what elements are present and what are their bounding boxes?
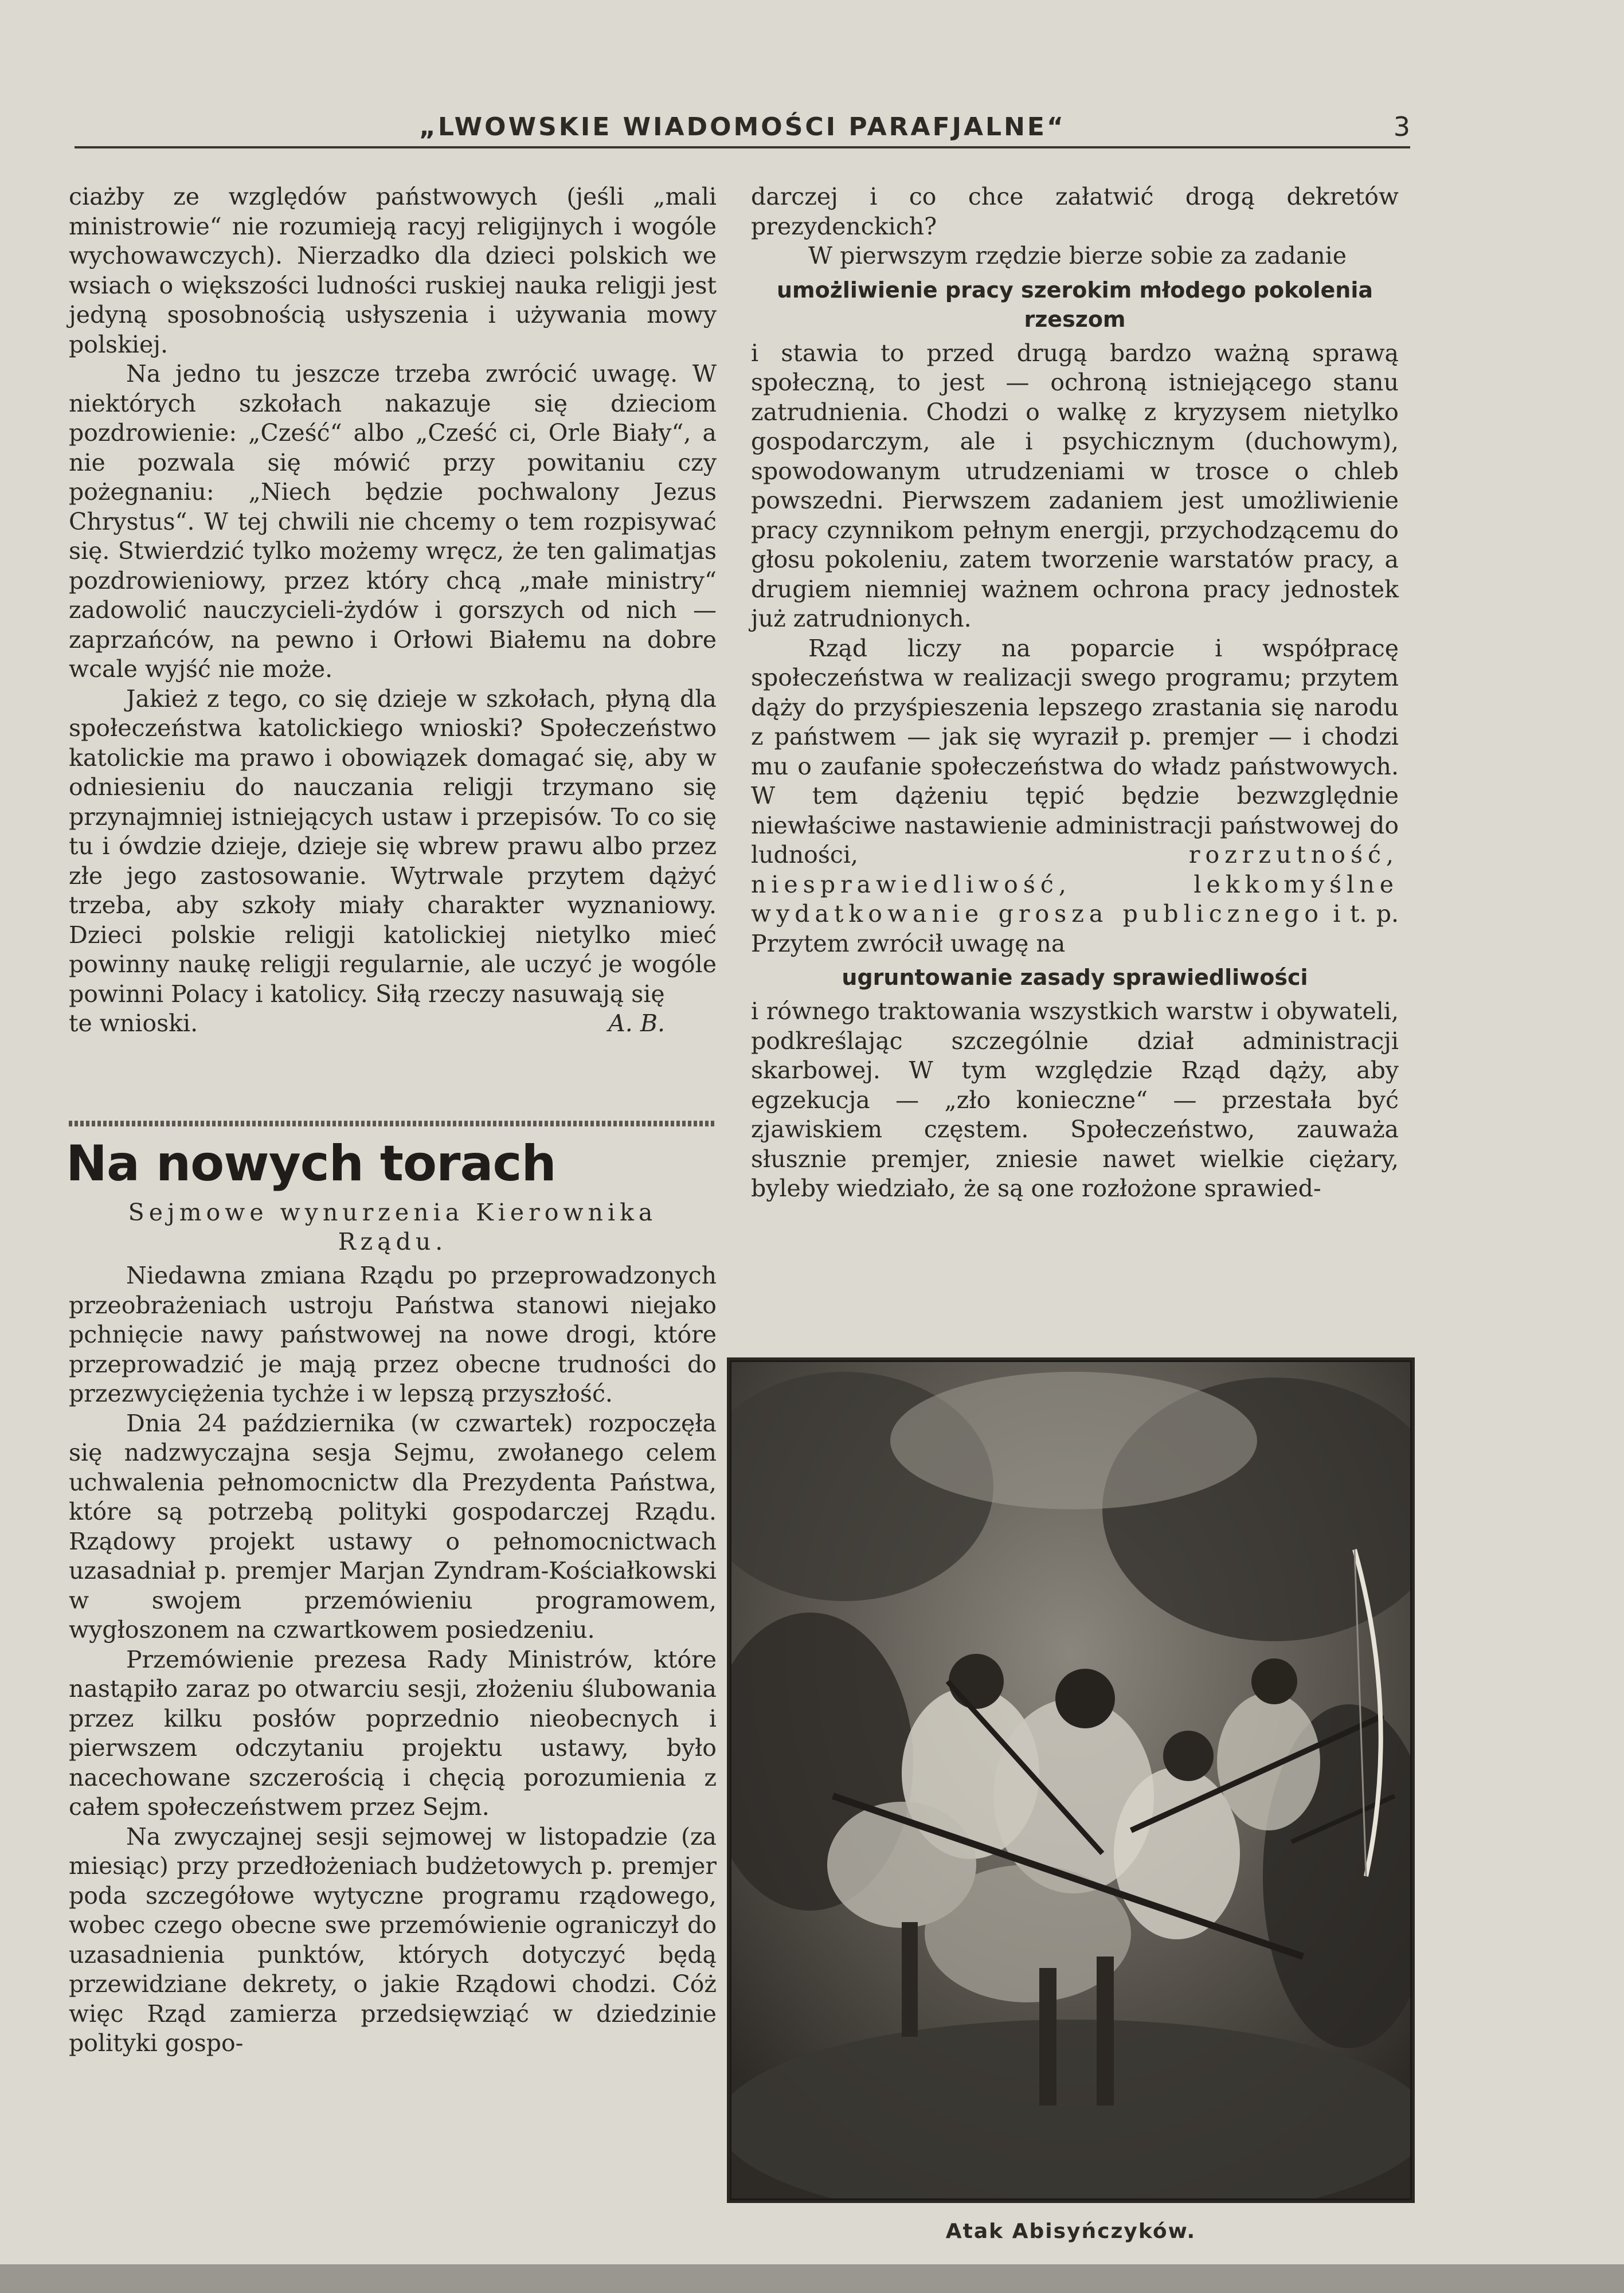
paragraph: Dnia 24 października (w czwartek) rozpoczęła się nadzwyczajna sesja Sejmu, zwołanego celem uchwalenia pełnomocnictw dla Prezydenta Państwa, które są potrzebą polityki gospodarczej Rządu. Rządowy projekt ustawy o pełnomocnictwach uzasadniał p. premjer Marjan Zyndram-Kościałkowski w swojem przemówieniu programowem, wygłoszonem na czwartkowem posiedzeniu. bbox=[69, 1409, 717, 1644]
spaced-emphasis: rozrzutność, niesprawiedliwość, lekkomyślne wydatkowanie grosza publicznego bbox=[751, 841, 1399, 928]
ornamental-divider bbox=[69, 1121, 717, 1126]
page-bottom-edge bbox=[0, 2264, 1624, 2293]
section-heading: umożliwienie pracy szerokim młodego pokolenia rzeszom bbox=[777, 277, 1373, 332]
paragraph bbox=[751, 634, 1399, 959]
photo-caption: Atak Abisyńczyków. bbox=[945, 2220, 1196, 2243]
page-number: 3 bbox=[1393, 111, 1410, 142]
paragraph: Niedawna zmiana Rządu po przeprowadzonych przeobrażeniach ustroju Państwa stanowi niejako pchnięcie nawy państwowej na nowe drogi, które przeprowadzić je mają przez obecne trudności do przezwyciężenia tychże i w lepszą przyszłość. bbox=[69, 1262, 717, 1407]
section-heading: ugruntowanie zasady sprawiedliwości bbox=[842, 965, 1308, 990]
closing-text: te wnioski. bbox=[69, 1009, 198, 1037]
right-column bbox=[751, 182, 1399, 1204]
photo-illustration bbox=[730, 1360, 1412, 2200]
paragraph: Na zwyczajnej sesji sejmowej w listopadzie (za miesiąc) przy przedłożeniach budżetowych p. premjer poda szczegółowe wytyczne programu rządowego, wobec czego obecne swe przemówienie ograniczył do uzasadnienia punktów, których dotyczyć będą przewidziane dekrety, o jakie Rządowi chodzi. Cóż więc Rząd zamierza przedsięwziąć w dziedzinie polityki gospo- bbox=[69, 1822, 717, 2057]
paragraph: Na jedno tu jeszcze trzeba zwrócić uwagę. W niektórych szkołach nakazuje się dzieciom pozdrowienie: „Cześć“ albo „Cześć ci, Orle Biały“, a nie pozwala się mówić przy powitaniu czy pożegnaniu: „Niech będzie pochwalony Jezus Chrystus“. W tej chwili nie chcemy o tem rozpisywać się. Stwierdzić tylko możemy wręcz, że ten galimatjas pozdrowieniowy, przez który chcą „małe ministry“ zadowolić nauczycieli-żydów i gorszych od nich — zaprzańców, na pewno i Orłowi Białemu na dobre wcale wyjść nie może. bbox=[69, 360, 717, 683]
running-title: „LWOWSKIE WIADOMOŚCI PARAFJALNE“ bbox=[419, 112, 1066, 142]
left-column-previous-article bbox=[69, 182, 717, 1039]
signature-line bbox=[69, 1009, 717, 1039]
article-title: Na nowych torach bbox=[66, 1135, 556, 1192]
photograph bbox=[727, 1357, 1415, 2203]
author-signature: A. B. bbox=[608, 1009, 665, 1037]
paragraph-text: Rząd liczy na poparcie i współpracę społeczeństwa w realizacji swego programu; przytem dąży do przyśpieszenia lepszego zrastania się narodu z państwem — jak się wyraził p. premjer — i chodzi mu o zaufanie społeczeństwa do władz państwowych. W tem dążeniu tępić będzie bezwzględnie niewłaściwe nastawienie administracji państwowej do ludności, bbox=[751, 634, 1399, 868]
running-header bbox=[75, 109, 1410, 149]
paragraph-text: i t. p. Przytem zwrócił uwagę na bbox=[751, 900, 1399, 957]
paragraph: darczej i co chce załatwić drogą dekretów prezydenckich? bbox=[751, 183, 1399, 240]
paragraph: ciażby ze względów państwowych (jeśli „mali ministrowie“ nie rozumieją racyj religijnych i wogóle wychowawczych). Nierzadko dla dzieci polskich we wsiach o większości ludności ruskiej nauka religji jest jedyną sposobnością usłyszenia i używania mowy polskiej. bbox=[69, 183, 717, 358]
paragraph: W pierwszym rzędzie bierze sobie za zadanie bbox=[808, 242, 1347, 269]
paragraph: i stawia to przed drugą bardzo ważną sprawą społeczną, to jest — ochroną istniejącego stanu zatrudnienia. Chodzi o walkę z kryzysem nietylko gospodarczym, ale i psychicznym (duchowym), spowodowanym utrudzeniami w trosce o chleb powszedni. Pierwszem zadaniem jest umożliwienie pracy czynnikom pełnym energji, przychodzącemu do głosu pokoleniu, zatem tworzenie warstatów pracy, a drugiem niemniej ważnem ochrona pracy jednostek już zatrudnionych. bbox=[751, 339, 1399, 632]
left-column-new-article bbox=[69, 1261, 717, 2059]
header-rule bbox=[75, 146, 1410, 148]
paragraph: Przemówienie prezesa Rady Ministrów, które nastąpiło zaraz po otwarciu sesji, złożeniu ślubowania przez kilku posłów poprzednio nieobecnych i pierwszem odczytaniu projektu ustawy, było nacechowane szczerością i chęcią porozumienia z całem społeczeństwem przez Sejm. bbox=[69, 1645, 717, 1821]
paragraph: Jakież z tego, co się dzieje w szkołach, płyną dla społeczeństwa katolickiego wnioski? Społeczeństwo katolickie ma prawo i obowiązek domagać się, aby w odniesieniu do nauczania religji trzymano się przynajmniej istniejących ustaw i przepisów. To co się tu i ówdzie dzieje, dzieje się wbrew prawu albo przez złe jego zastosowanie. Wytrwale przytem dążyć trzeba, aby szkoły miały charakter wyznaniowy. Dzieci polskie religji katolickiej nietylko mieć powinny naukę religji regularnie, ale uczyć je wogóle powinni Polacy i katolicy. Siłą rzeczy nasuwają się bbox=[69, 684, 717, 1008]
article-subtitle: Sejmowe wynurzenia Kierownika Rządu. bbox=[128, 1199, 658, 1255]
paragraph: i równego traktowania wszystkich warstw i obywateli, podkreślając szczególnie dział administracji skarbowej. W tym względzie Rząd dąży, aby egzekucja — „zło konieczne“ — przestała być zjawiskiem częstem. Społeczeństwo, zauważa słusznie premjer, zniesie nawet wielkie ciężary, byleby wiedziało, że są one rozłożone sprawied- bbox=[751, 997, 1399, 1202]
